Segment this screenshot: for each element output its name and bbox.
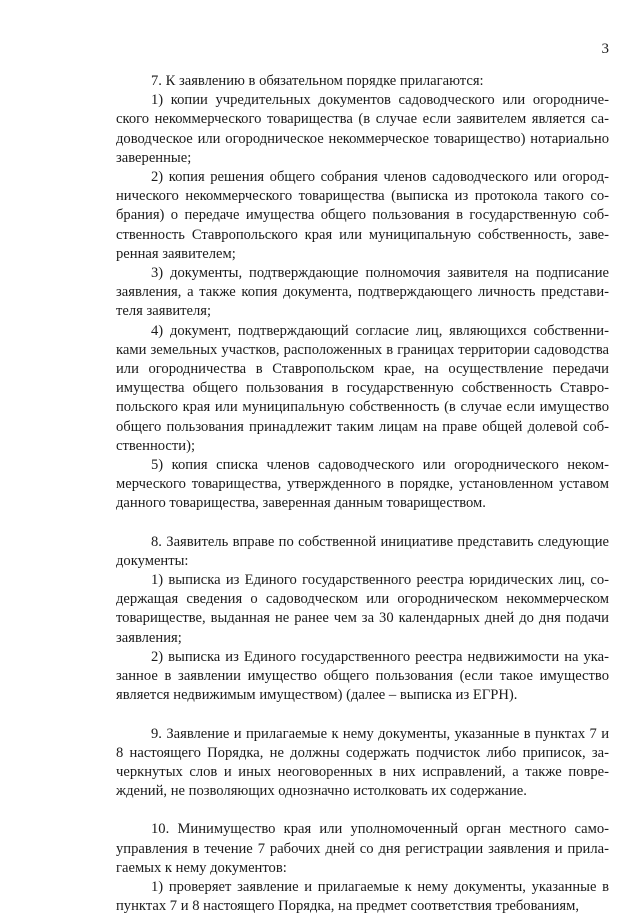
paragraph-gap	[116, 706, 609, 725]
paragraph-8-heading: 8. Заявитель вправе по собственной инициативе представить следующие документы:	[116, 533, 609, 569]
paragraph-gap	[116, 801, 609, 820]
paragraph-7-item-3: 3) документы, подтверждающие полномочия заявителя на подписание заявления, а также копия документа, подтверждающего личность представителя заявителя;	[116, 265, 609, 320]
paragraph-10-item-1: 1) проверяет заявление и прилагаемые к нему документы, указанные в пунктах 7 и 8 настоящего Порядка, на предмет соответствия требованиям,	[116, 878, 609, 915]
paragraph-7-item-4: 4) документ, подтверждающий согласие лиц, являющихся собственниками земельных участков, расположенных в границах территории садоводства или огородничества в Ставропольском крае, на осуществление передачи имущества общего пользования в государственную собственность Ставропольского края или муниципальную собственность (в случае если имущество общего пользования принадлежит таким лицам на праве общей долевой собственности);	[116, 322, 609, 454]
paragraph-7-item-2: 2) копия решения общего собрания членов садоводческого или огороднического некоммерческого товарищества (выписка из протокола такого собрания) о передаче имущества общего пользования в государственную собственность Ставропольского края или муниципальную собственность, заверенная заявителем;	[116, 169, 609, 262]
document-body	[116, 72, 609, 916]
paragraph-8-item-1: 1) выписка из Единого государственного реестра юридических лиц, содержащая сведения о садоводческом или огородническом некоммерческом товариществе, выданная не ранее чем за 30 календарных дней до дня подачи заявления;	[116, 572, 609, 646]
paragraph-7-heading: 7. К заявлению в обязательном порядке прилагаются:	[151, 73, 484, 89]
paragraph-7-item-5: 5) копия списка членов садоводческого или огороднического некоммерческого товарищества, утвержденного в порядке, установленном уставом данного товарищества, заверенная данным товариществом.	[116, 457, 609, 512]
paragraph-9: 9. Заявление и прилагаемые к нему документы, указанные в пунктах 7 и 8 настоящего Порядка, не должны содержать подчисток либо приписок, зачеркнутых слов и иных неоговоренных в них исправлений, а также повреждений, не позволяющих однозначно истолковать их содержание.	[116, 725, 609, 800]
paragraph-7-item-1: 1) копии учредительных документов садоводческого или огороднического некоммерческого товарищества (в случае если заявителем является садоводческое или огородническое некоммерческое товарищество) нотариально заверенные;	[116, 92, 609, 166]
paragraph-10-heading: 10. Минимущество края или уполномоченный орган местного самоуправления в течение 7 рабочих дней со дня регистрации заявления и прилагаемых к нему документов:	[116, 821, 609, 876]
paragraph-gap	[116, 514, 609, 533]
paragraph-8-item-2: 2) выписка из Единого государственного реестра недвижимости на указанное в заявлении имущество общего пользования (если такое имущество является недвижимым имуществом) (далее – выписка из ЕГРН).	[116, 648, 609, 704]
page-number: 3	[601, 41, 609, 57]
